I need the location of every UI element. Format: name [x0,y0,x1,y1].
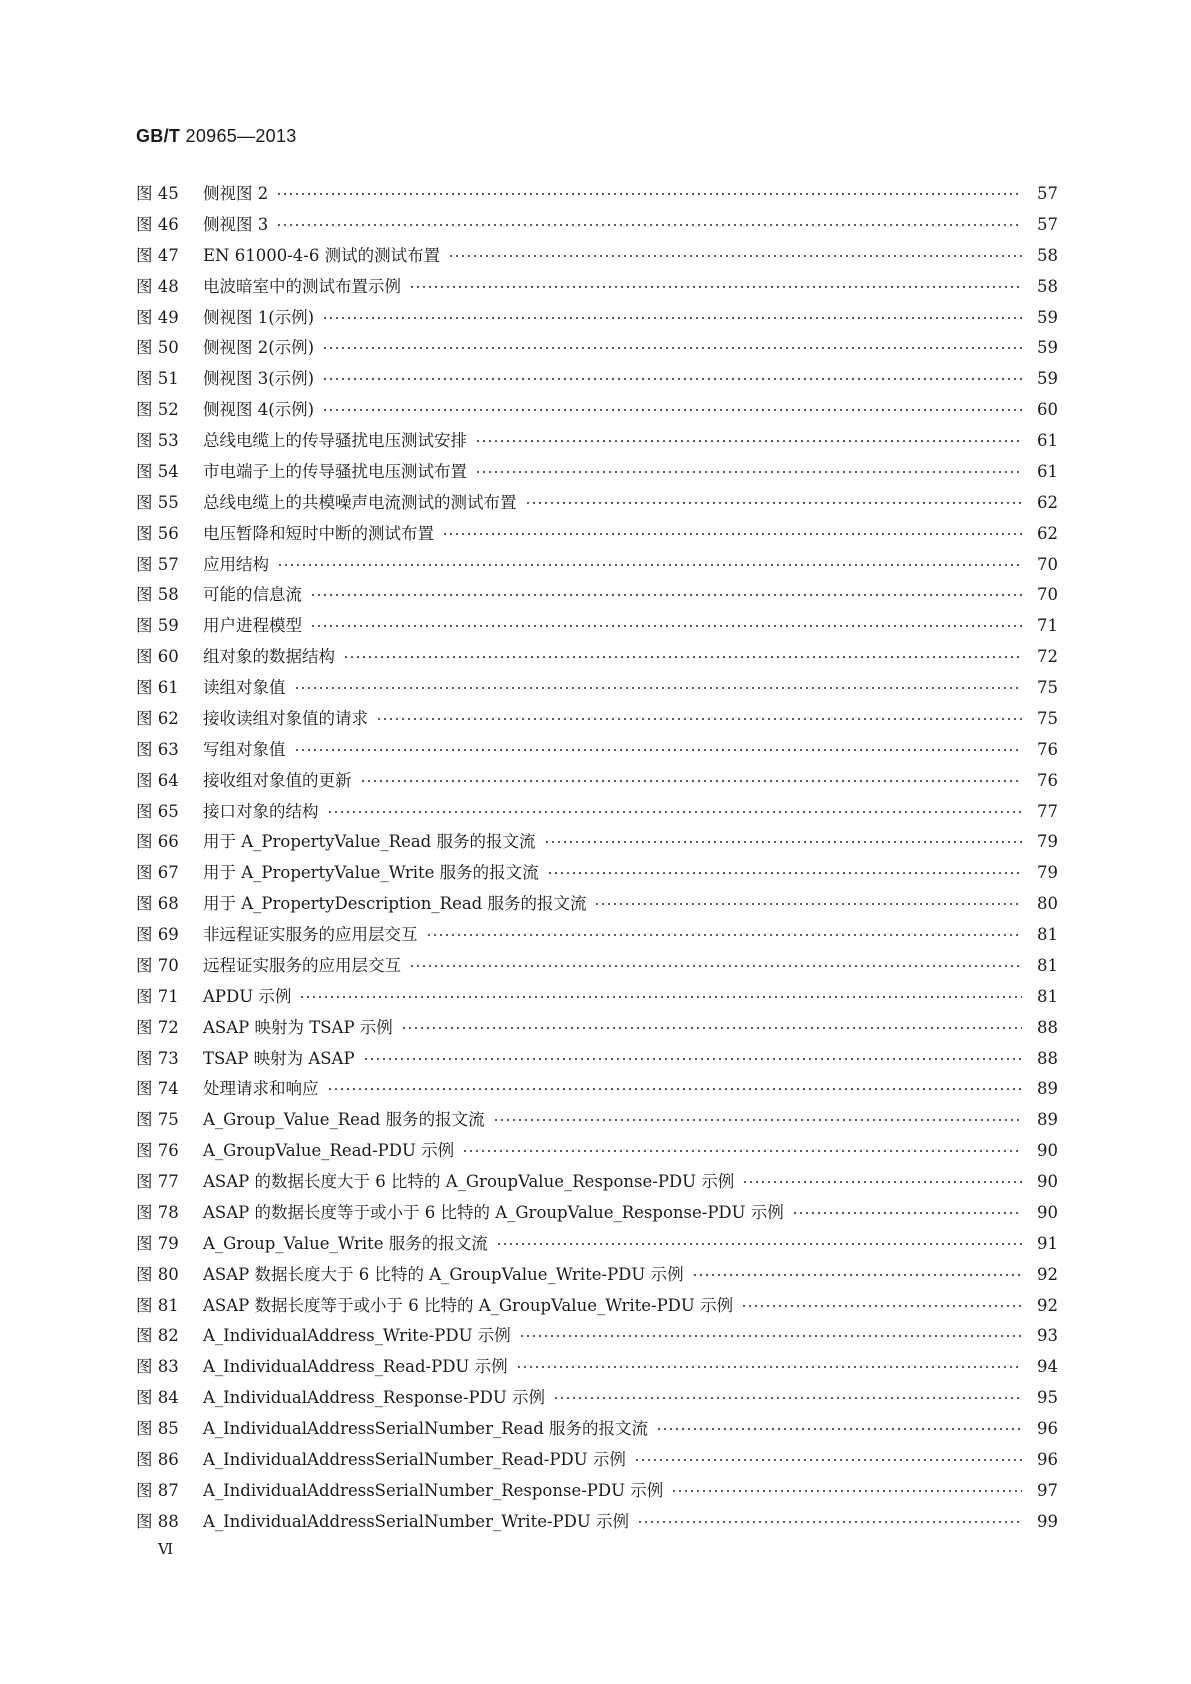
page-number: 75 [1037,678,1058,697]
figure-title: 总线电缆上的传导骚扰电压测试安排 [203,431,467,450]
figure-title: A_IndividualAddressSerialNumber_Write-PDU 示例 [203,1511,630,1531]
figure-number: 图 56 [136,523,179,543]
figure-title: 组对象的数据结构 [203,647,335,667]
figure-number: 图 72 [136,1017,179,1037]
figure-title: 读组对象值 [203,678,286,697]
page-number: 81 [1037,986,1058,1006]
toc-entry[interactable] [136,736,1058,767]
figure-number: 图 52 [136,400,179,420]
figure-number: 图 53 [136,431,179,450]
figure-number: 图 60 [136,647,179,667]
toc-entry[interactable] [136,859,1058,890]
figure-number: 图 49 [136,307,179,327]
toc-entry[interactable] [136,365,1058,396]
standard-header [136,126,297,147]
dot-leader [442,533,1022,535]
toc-entry[interactable] [136,242,1058,273]
page-number: 89 [1037,1110,1058,1130]
figure-title: A_IndividualAddress_Write-PDU 示例 [203,1326,511,1346]
dot-leader [426,934,1023,936]
toc-entry[interactable] [136,581,1058,612]
figure-title: A_IndividualAddressSerialNumber_Read 服务的报文流 [203,1419,649,1438]
toc-entry[interactable] [136,798,1058,829]
standard-number: 20965—2013 [185,126,297,146]
toc-entry[interactable] [136,643,1058,674]
toc-entry[interactable] [136,1168,1058,1199]
dot-leader [516,1366,1022,1368]
dot-leader [634,1459,1022,1461]
toc-entry[interactable] [136,1415,1058,1446]
page-number: 97 [1037,1480,1058,1500]
figure-title: 总线电缆上的共模噪声电流测试的测试布置 [203,492,517,512]
dot-leader [322,317,1022,319]
page-number: 59 [1037,307,1058,327]
dot-leader [276,193,1022,195]
toc-entry[interactable] [136,489,1058,520]
figure-number: 图 68 [136,894,179,914]
figure-title: 侧视图 3(示例) [203,369,315,389]
dot-leader [671,1490,1022,1492]
figure-number: 图 64 [136,770,179,790]
toc-entry[interactable] [136,952,1058,983]
page-number: 80 [1037,894,1058,914]
toc-entry[interactable] [136,396,1058,427]
toc-entry[interactable] [136,767,1058,798]
figure-title: A_Group_Value_Write 服务的报文流 [203,1233,488,1253]
dot-leader [276,224,1022,226]
page-number: 88 [1037,1048,1058,1068]
figure-number: 图 85 [136,1419,179,1438]
dot-leader [656,1428,1022,1430]
figure-title: 应用结构 [203,554,269,574]
figure-number: 图 47 [136,245,179,265]
figure-number: 图 59 [136,616,179,636]
page-number: 90 [1037,1202,1058,1222]
figure-number: 图 45 [136,184,179,203]
dot-leader [327,1088,1023,1090]
dot-leader [409,286,1022,288]
dot-leader [544,841,1023,843]
figure-number: 图 79 [136,1233,179,1253]
toc-entry[interactable] [136,921,1058,952]
dot-leader [376,718,1022,720]
figure-title: 接收组对象值的更新 [203,770,352,790]
page-number: 77 [1037,801,1058,821]
dot-leader [792,1212,1022,1214]
figure-number: 图 54 [136,461,179,481]
dot-leader [448,255,1022,257]
toc-entry[interactable] [136,211,1058,242]
figure-number: 图 51 [136,369,179,389]
toc-entry[interactable] [136,1075,1058,1106]
dot-leader [322,378,1022,380]
toc-entry[interactable] [136,334,1058,365]
dot-leader [594,903,1022,905]
dot-leader [327,811,1023,813]
figure-number: 图 81 [136,1295,179,1315]
figure-number: 图 57 [136,554,179,574]
toc-entry[interactable] [136,1199,1058,1230]
dot-leader [363,1058,1022,1060]
figure-number: 图 65 [136,801,179,821]
toc-entry[interactable] [136,273,1058,304]
figure-title: ASAP 数据长度大于 6 比特的 A_GroupValue_Write-PDU 示例 [203,1264,684,1284]
page-number: 59 [1037,369,1058,389]
standard-code: GB/T [136,126,181,146]
figure-number: 图 69 [136,925,179,944]
figure-number: 图 76 [136,1141,179,1161]
toc-entry[interactable] [136,304,1058,335]
page-number: 88 [1037,1017,1058,1037]
toc-entry[interactable] [136,458,1058,489]
figure-title: 侧视图 3 [203,214,269,234]
toc-entry[interactable] [136,1292,1058,1323]
toc-entry[interactable] [136,1477,1058,1508]
page-number: 58 [1037,245,1058,265]
figure-number: 图 70 [136,955,179,975]
dot-leader [299,996,1022,998]
page-number: 62 [1037,523,1058,543]
page-number: 70 [1037,585,1058,605]
toc-entry[interactable] [136,1508,1058,1539]
figure-title: 侧视图 1(示例) [203,307,315,327]
dot-leader [637,1521,1022,1523]
toc-entry[interactable] [136,612,1058,643]
figure-title: 用于 A_PropertyValue_Read 服务的报文流 [203,832,536,852]
figure-title: A_GroupValue_Read-PDU 示例 [203,1141,455,1161]
page-number: 71 [1037,616,1058,636]
figure-title: A_IndividualAddressSerialNumber_Response-PDU 示例 [203,1480,664,1500]
toc-entry[interactable] [136,983,1058,1014]
page-number: 76 [1037,770,1058,790]
dot-leader [475,471,1022,473]
figure-title: 处理请求和响应 [203,1079,319,1099]
dot-leader [294,687,1023,689]
dot-leader [310,594,1022,596]
dot-leader [322,409,1022,411]
figure-number: 图 82 [136,1326,179,1346]
dot-leader [742,1181,1022,1183]
figure-number: 图 75 [136,1110,179,1130]
toc-entry[interactable] [136,890,1058,921]
toc-entry[interactable] [136,674,1058,705]
page-number: 93 [1037,1326,1058,1346]
dot-leader [462,1150,1022,1152]
figure-number: 图 55 [136,492,179,512]
page-number: 60 [1037,400,1058,420]
page-number: 61 [1037,431,1058,450]
figure-title: 远程证实服务的应用层交互 [203,955,401,975]
page-number: 62 [1037,492,1058,512]
figure-title: EN 61000-4-6 测试的测试布置 [203,245,441,265]
toc-entry[interactable] [136,1384,1058,1415]
figure-title: ASAP 的数据长度等于或小于 6 比特的 A_GroupValue_Response-PDU 示例 [203,1202,784,1222]
dot-leader [475,440,1022,442]
dot-leader [692,1274,1022,1276]
page-number: 58 [1037,276,1058,296]
page-number: 81 [1037,925,1058,944]
figure-title: 非远程证实服务的应用层交互 [203,925,418,944]
page-number: 89 [1037,1079,1058,1099]
dot-leader [343,656,1022,658]
toc-entry[interactable] [136,828,1058,859]
page-number: 79 [1037,863,1058,883]
figure-number: 图 74 [136,1079,179,1099]
figure-number: 图 48 [136,276,179,296]
page-number: 94 [1037,1357,1058,1377]
page-number: 91 [1037,1233,1058,1253]
figure-title: 用于 A_PropertyValue_Write 服务的报文流 [203,863,539,883]
page-number: 57 [1037,214,1058,234]
figure-number: 图 58 [136,585,179,605]
toc-entry[interactable] [136,1446,1058,1477]
dot-leader [294,749,1023,751]
toc-entry[interactable] [136,551,1058,582]
figure-title: 接口对象的结构 [203,801,319,821]
dot-leader [409,965,1022,967]
toc-entry[interactable] [136,1261,1058,1292]
figure-title: ASAP 数据长度等于或小于 6 比特的 A_GroupValue_Write-PDU 示例 [203,1295,734,1315]
toc-entry[interactable] [136,705,1058,736]
dot-leader [493,1119,1022,1121]
figure-title: ASAP 的数据长度大于 6 比特的 A_GroupValue_Response-PDU 示例 [203,1172,735,1191]
figure-title: ASAP 映射为 TSAP 示例 [203,1017,393,1037]
figure-title: 可能的信息流 [203,585,302,605]
toc-entry[interactable] [136,1353,1058,1384]
figure-number: 图 73 [136,1048,179,1068]
dot-leader [741,1305,1022,1307]
figure-number: 图 88 [136,1511,179,1531]
page-number: 59 [1037,338,1058,358]
dot-leader [360,780,1023,782]
figure-number: 图 83 [136,1357,179,1377]
figure-number: 图 50 [136,338,179,358]
figure-number: 图 84 [136,1388,179,1408]
figure-title: 电压暂降和短时中断的测试布置 [203,523,434,543]
page-number: 92 [1037,1264,1058,1284]
figure-title: 接收读组对象值的请求 [203,708,368,728]
figure-title: 用于 A_PropertyDescription_Read 服务的报文流 [203,894,587,914]
figure-title: A_IndividualAddress_Response-PDU 示例 [203,1388,545,1408]
page-number: 90 [1037,1172,1058,1191]
toc-entry[interactable] [136,427,1058,458]
page-number: 75 [1037,708,1058,728]
page-number: 57 [1037,184,1058,203]
page-folio: Ⅵ [158,1540,174,1558]
toc-entry[interactable] [136,1014,1058,1045]
dot-leader [401,1027,1022,1029]
dot-leader [547,872,1022,874]
figure-title: APDU 示例 [203,986,292,1006]
page-number: 96 [1037,1449,1058,1469]
figure-number: 图 66 [136,832,179,852]
page-number: 96 [1037,1419,1058,1438]
figure-title: 侧视图 2 [203,184,269,203]
page-number: 76 [1037,739,1058,759]
dot-leader [496,1243,1022,1245]
figure-title: 写组对象值 [203,739,286,759]
toc-entry[interactable] [136,1137,1058,1168]
figure-number: 图 67 [136,863,179,883]
dot-leader [553,1397,1022,1399]
dot-leader [310,625,1022,627]
figure-number: 图 62 [136,708,179,728]
figure-number: 图 80 [136,1264,179,1284]
figure-number: 图 77 [136,1172,179,1191]
toc-entry[interactable] [136,520,1058,551]
figure-number: 图 71 [136,986,179,1006]
toc-entry[interactable] [136,1106,1058,1137]
figure-number: 图 87 [136,1480,179,1500]
figure-title: 电波暗室中的测试布置示例 [203,276,401,296]
figure-title: TSAP 映射为 ASAP [203,1048,355,1068]
figure-title: A_IndividualAddress_Read-PDU 示例 [203,1357,508,1377]
figure-number: 图 78 [136,1202,179,1222]
dot-leader [519,1335,1022,1337]
figure-title: 侧视图 2(示例) [203,338,315,358]
figure-number: 图 61 [136,678,179,697]
figure-title: 市电端子上的传导骚扰电压测试布置 [203,461,467,481]
page-number: 95 [1037,1388,1058,1408]
page-number: 61 [1037,461,1058,481]
figure-number: 图 86 [136,1449,179,1469]
toc-entry[interactable] [136,1045,1058,1076]
dot-leader [277,564,1022,566]
figure-number: 图 63 [136,739,179,759]
page-number: 70 [1037,554,1058,574]
toc-entry[interactable] [136,1230,1058,1261]
figure-list [136,180,1058,1539]
dot-leader [525,502,1023,504]
figure-title: 用户进程模型 [203,616,302,636]
toc-entry[interactable] [136,180,1058,211]
page-number: 72 [1037,647,1058,667]
dot-leader [322,347,1022,349]
page-number: 90 [1037,1141,1058,1161]
figure-title: A_IndividualAddressSerialNumber_Read-PDU 示例 [203,1449,626,1469]
page-number: 92 [1037,1295,1058,1315]
figure-number: 图 46 [136,214,179,234]
figure-title: A_Group_Value_Read 服务的报文流 [203,1110,485,1130]
toc-entry[interactable] [136,1322,1058,1353]
page-number: 79 [1037,832,1058,852]
page-number: 81 [1037,955,1058,975]
figure-title: 侧视图 4(示例) [203,400,315,420]
page-number: 99 [1037,1511,1058,1531]
